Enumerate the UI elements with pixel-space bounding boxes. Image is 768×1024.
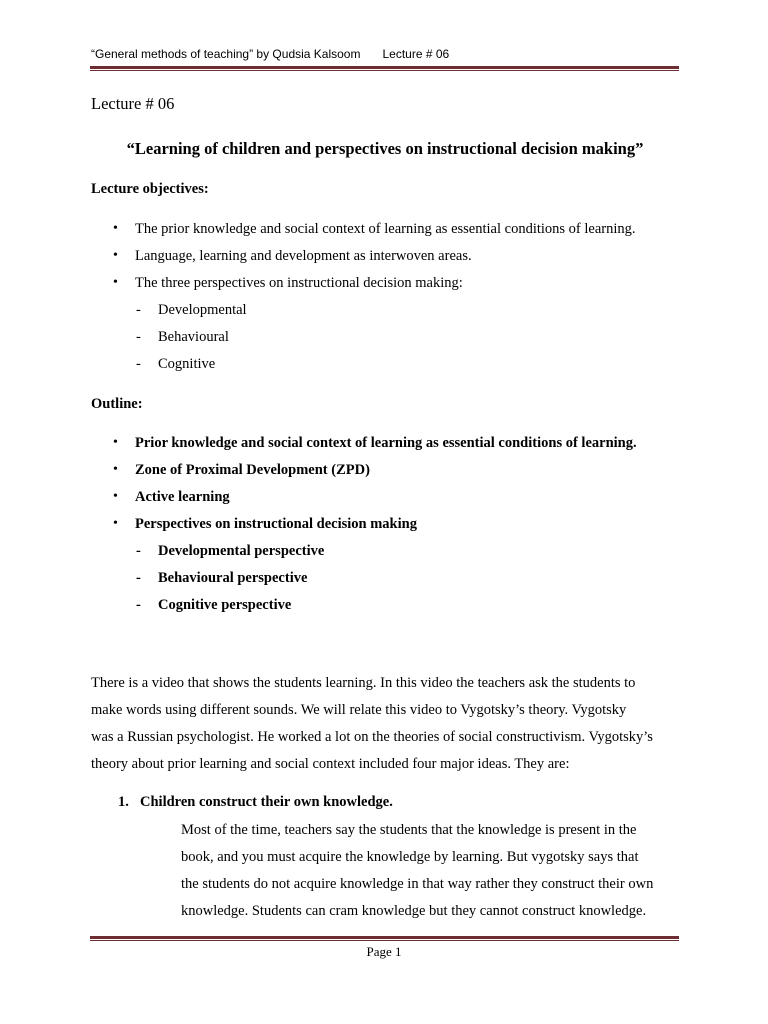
paragraph-line: was a Russian psychologist. He worked a lot on the theories of social constructivism. Vygotsky’s (91, 729, 653, 745)
outline-subitem: Developmental perspective (158, 543, 325, 559)
outline-item: Active learning (135, 489, 230, 505)
dash-marker: - (136, 570, 141, 586)
item-number: 1. (118, 794, 129, 810)
paragraph-line: There is a video that shows the students learning. In this video the teachers ask the students to (91, 675, 636, 691)
item-heading: Children construct their own knowledge. (140, 794, 393, 810)
page-number: Page 1 (366, 944, 402, 959)
objective-item: The three perspectives on instructional decision making: (135, 275, 463, 291)
numbered-item-text (181, 817, 681, 925)
paragraph-line: theory about prior learning and social context included four major ideas. They are: (91, 756, 570, 772)
bullet-icon: • (113, 221, 118, 236)
bullet-icon: • (113, 516, 118, 531)
objective-subitem: Cognitive (158, 356, 216, 372)
outline-subitem: Behavioural perspective (158, 570, 308, 586)
dash-marker: - (136, 356, 141, 372)
bullet-icon: • (113, 435, 118, 450)
outline-heading: Outline: (91, 396, 143, 412)
objective-item: Language, learning and development as interwoven areas. (135, 248, 472, 264)
dash-marker: - (136, 543, 141, 559)
header-rule (90, 66, 679, 71)
bullet-icon: • (113, 248, 118, 263)
paragraph-line: Most of the time, teachers say the students that the knowledge is present in the (181, 822, 637, 838)
objectives-heading: Lecture objectives: (91, 181, 209, 197)
objective-subitem: Developmental (158, 302, 247, 318)
paragraph-line: book, and you must acquire the knowledge by learning. But vygotsky says that (181, 849, 639, 865)
header-lecture-number: Lecture # 06 (382, 47, 450, 61)
bullet-icon: • (113, 489, 118, 504)
outline-item: Perspectives on instructional decision making (135, 516, 417, 532)
paragraph-line: knowledge. Students can cram knowledge but they cannot construct knowledge. (181, 903, 647, 919)
dash-marker: - (136, 329, 141, 345)
document-title: “Learning of children and perspectives on instructional decision making” (126, 139, 644, 158)
objective-subitem: Behavioural (158, 329, 229, 345)
bullet-icon: • (113, 462, 118, 477)
objective-item: The prior knowledge and social context of learning as essential conditions of learning. (135, 221, 636, 237)
page-header (91, 47, 449, 61)
paragraph-line: the students do not acquire knowledge in that way rather they construct their own (181, 876, 654, 892)
footer-rule (90, 936, 679, 941)
outline-item: Prior knowledge and social context of learning as essential conditions of learning. (135, 435, 637, 451)
numbered-item-heading (118, 794, 393, 811)
outline-item: Zone of Proximal Development (ZPD) (135, 462, 370, 478)
intro-paragraph (91, 670, 681, 778)
dash-marker: - (136, 597, 141, 613)
header-book-title: “General methods of teaching” by Qudsia Kalsoom (91, 47, 361, 61)
dash-marker: - (136, 302, 141, 318)
lecture-number: Lecture # 06 (91, 94, 175, 113)
outline-subitem: Cognitive perspective (158, 597, 292, 613)
bullet-icon: • (113, 275, 118, 290)
paragraph-line: make words using different sounds. We will relate this video to Vygotsky’s theory. Vygotsky (91, 702, 627, 718)
